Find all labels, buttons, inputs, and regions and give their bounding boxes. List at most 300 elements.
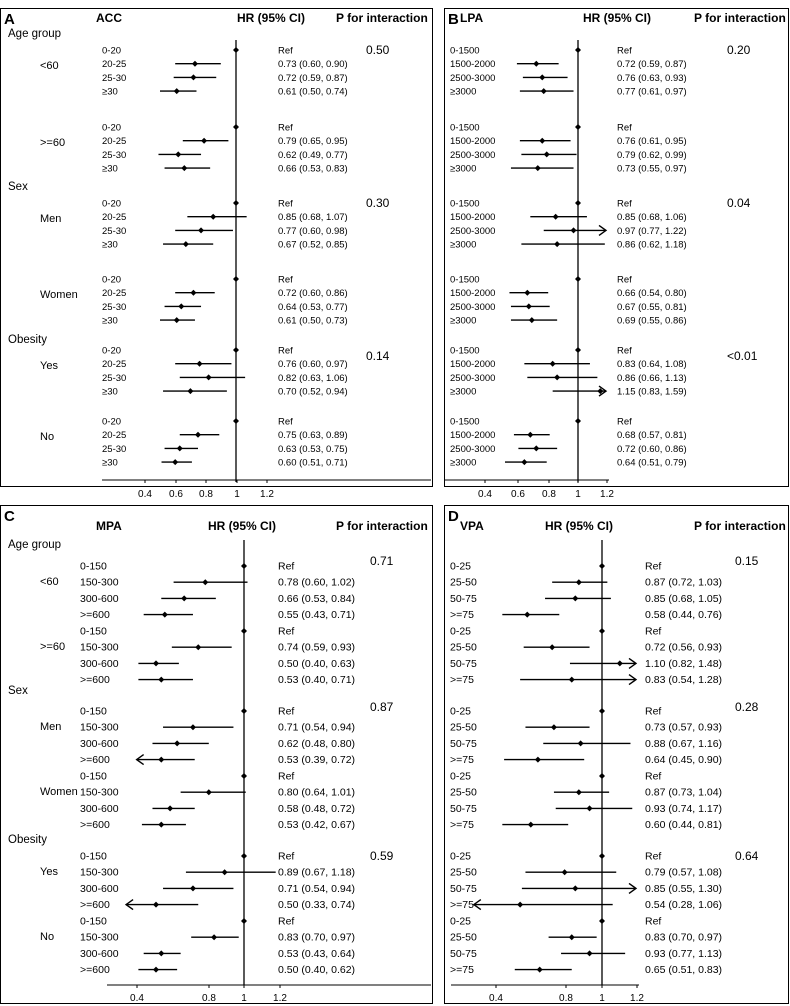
panel-d-row-0-1-2-estimate: 1.10 (0.82, 1.48) xyxy=(645,657,723,670)
panel-c-letter: C xyxy=(4,508,15,525)
panel-c-row-2-0-0-category: 0-150 xyxy=(80,850,107,863)
panel-a-row-2-1-3-estimate: 0.60 (0.51, 0.71) xyxy=(278,457,348,469)
panel-b-row-2-1-3-category: ≥3000 xyxy=(450,457,477,469)
panel-a-row-0-0-2-point xyxy=(190,74,196,80)
panel-c-row-2-0-2-category: 300-600 xyxy=(80,882,119,895)
panel-b-row-1-1-1-category: 1500-2000 xyxy=(450,288,496,300)
panel-b-row-1-0-1-point xyxy=(553,214,559,220)
panel-c-row-1-0-0-point xyxy=(241,708,247,714)
panel-d-row-2-1-2-category: 50-75 xyxy=(450,947,477,960)
panel-d-row-2-1-0-category: 0-25 xyxy=(450,915,472,928)
panel-d-row-2-1-1-category: 25-50 xyxy=(450,931,477,944)
panel-d-row-2-1-2-point xyxy=(587,950,593,956)
panel-d-row-0-0-1-category: 25-50 xyxy=(450,576,477,589)
panel-a-row-1-0-0-point xyxy=(233,200,239,206)
panel-d-row-0-1-0-point xyxy=(599,628,605,634)
panel-c-row-0-1-0-point xyxy=(241,628,247,634)
panel-c-p-value-0: 0.71 xyxy=(370,554,394,568)
panel-b-row-2-1-3-estimate: 0.64 (0.51, 0.79) xyxy=(617,457,687,469)
panel-d-row-0-1-0-estimate: Ref xyxy=(645,625,662,638)
panel-c-row-2-0-0-point xyxy=(241,853,247,859)
panel-a-row-0-1-2-point xyxy=(175,151,181,157)
panel-a-row-1-1-0-category: 0-20 xyxy=(102,274,122,286)
panel-a-tick-label-0: 0.4 xyxy=(138,489,152,500)
panel-a-row-2-1-2-category: 25-30 xyxy=(102,443,127,455)
panel-c-subgroup-label-1-0: Men xyxy=(40,721,62,733)
panel-a-row-2-0-2-estimate: 0.82 (0.63, 1.06) xyxy=(278,372,348,384)
panel-a-row-1-0-0-estimate: Ref xyxy=(278,198,293,210)
panel-a-subgroup-label-0-0: <60 xyxy=(40,60,59,72)
panel-c-row-1-0-3-estimate: 0.53 (0.39, 0.72) xyxy=(278,754,356,767)
panel-b-row-2-1-2-estimate: 0.72 (0.60, 0.86) xyxy=(617,443,687,455)
panel-a-row-1-0-0-category: 0-20 xyxy=(102,198,122,210)
panel-c-row-1-1-1-point xyxy=(206,789,212,795)
panel-c-row-2-1-1-point xyxy=(211,934,217,940)
panel-b-row-2-0-3-estimate: 1.15 (0.83, 1.59) xyxy=(617,386,687,398)
panel-c-row-1-1-2-estimate: 0.58 (0.48, 0.72) xyxy=(278,802,356,815)
panel-c-row-2-0-2-estimate: 0.71 (0.54, 0.94) xyxy=(278,882,356,895)
panel-c-row-2-0-2-point xyxy=(190,885,196,891)
panel-a-row-2-1-1-category: 20-25 xyxy=(102,430,127,442)
panel-d-frame xyxy=(445,506,789,1004)
panel-d-row-0-0-2-point xyxy=(572,595,578,601)
panel-c-exposure-label: MPA xyxy=(96,519,122,533)
panel-a-row-0-0-0-category: 0-20 xyxy=(102,45,122,57)
panel-d-row-2-0-1-estimate: 0.79 (0.57, 1.08) xyxy=(645,866,723,879)
panel-c-row-0-1-2-point xyxy=(153,660,159,666)
panel-a-row-1-1-1-category: 20-25 xyxy=(102,288,127,300)
panel-c-row-1-1-2-category: 300-600 xyxy=(80,802,119,815)
panel-d-row-1-0-3-category: >=75 xyxy=(450,754,474,767)
panel-c-subgroup-label-2-0: Yes xyxy=(40,866,58,878)
panel-c-row-2-1-2-point xyxy=(158,950,164,956)
panel-c-row-0-0-2-point xyxy=(181,595,187,601)
panel-c-row-1-1-3-point xyxy=(158,822,164,828)
panel-b-row-0-1-1-point xyxy=(539,138,545,144)
panel-c-row-2-0-3-category: >=600 xyxy=(80,899,110,912)
panel-a-row-1-0-1-estimate: 0.85 (0.68, 1.07) xyxy=(278,212,348,224)
panel-b-row-0-1-2-estimate: 0.79 (0.62, 0.99) xyxy=(617,149,687,161)
panel-d-row-1-0-1-category: 25-50 xyxy=(450,721,477,734)
panel-c-row-0-0-3-category: >=600 xyxy=(80,609,110,622)
panel-d-row-1-1-2-point xyxy=(587,805,593,811)
panel-d-row-1-0-3-estimate: 0.64 (0.45, 0.90) xyxy=(645,754,723,767)
panel-b-row-2-1-2-point xyxy=(533,445,539,451)
panel-b-row-1-1-2-category: 2500-3000 xyxy=(450,301,496,313)
panel-a-row-0-1-3-category: ≥30 xyxy=(102,163,118,175)
panel-c-row-0-0-2-estimate: 0.66 (0.53, 0.84) xyxy=(278,592,356,605)
panel-a-group-label-1: Sex xyxy=(8,181,28,193)
panel-d-row-0-1-1-point xyxy=(549,644,555,650)
panel-b-row-0-0-0-point xyxy=(575,47,581,53)
panel-a-row-0-1-1-category: 20-25 xyxy=(102,136,127,148)
panel-b-row-1-1-2-point xyxy=(526,303,532,309)
panel-c-row-0-1-0-estimate: Ref xyxy=(278,625,295,638)
panel-d-row-1-1-1-point xyxy=(576,789,582,795)
panel-d-tick-label-0: 0.4 xyxy=(489,993,503,1004)
panel-d-row-0-0-3-estimate: 0.58 (0.44, 0.76) xyxy=(645,609,723,622)
panel-a-row-1-1-2-point xyxy=(178,303,184,309)
panel-a-row-1-1-3-category: ≥30 xyxy=(102,315,118,327)
panel-d-tick-label-3: 1.2 xyxy=(630,993,644,1004)
panel-a-tick-label-2: 0.8 xyxy=(199,489,213,500)
panel-c-row-0-1-1-estimate: 0.74 (0.59, 0.93) xyxy=(278,641,356,654)
panel-a-row-2-0-2-category: 25-30 xyxy=(102,372,127,384)
panel-d-row-2-1-2-estimate: 0.93 (0.77, 1.13) xyxy=(645,947,723,960)
panel-c-subgroup-label-0-0: <60 xyxy=(40,576,59,588)
panel-a-row-1-0-1-point xyxy=(210,214,216,220)
panel-a-row-0-0-0-estimate: Ref xyxy=(278,45,293,57)
panel-b-row-1-0-3-category: ≥3000 xyxy=(450,239,477,251)
panel-d-row-0-1-3-category: >=75 xyxy=(450,674,474,687)
panel-d-row-1-1-1-estimate: 0.87 (0.73, 1.04) xyxy=(645,786,723,799)
panel-a-row-2-1-1-estimate: 0.75 (0.63, 0.89) xyxy=(278,430,348,442)
panel-b-row-2-1-0-estimate: Ref xyxy=(617,416,632,428)
panel-b-row-2-1-3-point xyxy=(521,459,527,465)
panel-a-row-0-0-1-point xyxy=(192,61,198,67)
panel-d-row-1-0-0-point xyxy=(599,708,605,714)
panel-c-group-label-2: Obesity xyxy=(8,834,47,846)
panel-d-row-2-0-0-category: 0-25 xyxy=(450,850,472,863)
panel-a-hr-header: HR (95% CI) xyxy=(237,11,306,25)
panel-d-row-0-1-0-category: 0-25 xyxy=(450,625,472,638)
panel-b-tick-label-4: 1.2 xyxy=(600,489,614,500)
panel-b-row-2-0-2-estimate: 0.86 (0.66, 1.13) xyxy=(617,372,687,384)
panel-d-row-1-1-0-category: 0-25 xyxy=(450,770,472,783)
panel-d-tick-label-1: 0.8 xyxy=(559,993,573,1004)
panel-d-row-1-1-3-point xyxy=(528,822,534,828)
panel-b-exposure-label: LPA xyxy=(460,11,484,25)
panel-d-row-1-0-2-estimate: 0.88 (0.67, 1.16) xyxy=(645,737,723,750)
panel-d-row-0-0-0-estimate: Ref xyxy=(645,560,662,573)
panel-b-tick-label-1: 0.6 xyxy=(511,489,525,500)
panel-c-row-1-0-3-point xyxy=(158,757,164,763)
panel-a-tick-label-1: 0.6 xyxy=(169,489,183,500)
panel-c-row-2-0-3-point xyxy=(153,902,159,908)
panel-c-row-1-0-0-category: 0-150 xyxy=(80,705,107,718)
panel-d-row-1-0-1-point xyxy=(551,724,557,730)
panel-d-row-0-1-3-estimate: 0.83 (0.54, 1.28) xyxy=(645,674,723,687)
panel-c-row-0-0-0-estimate: Ref xyxy=(278,560,295,573)
panel-b-row-0-0-3-category: ≥3000 xyxy=(450,86,477,98)
panel-c-subgroup-label-1-1: Women xyxy=(40,786,78,798)
panel-c-row-0-1-2-category: 300-600 xyxy=(80,657,119,670)
panel-a-row-1-0-2-point xyxy=(198,227,204,233)
panel-c-row-1-1-3-category: >=600 xyxy=(80,819,110,832)
panel-c-row-0-1-1-category: 150-300 xyxy=(80,641,119,654)
panel-c-tick-label-1: 0.8 xyxy=(202,993,216,1004)
panel-c-tick-label-2: 1 xyxy=(241,993,247,1004)
panel-d-row-0-0-0-point xyxy=(599,563,605,569)
panel-a-subgroup-label-2-1: No xyxy=(40,431,55,443)
panel-a-row-2-0-2-point xyxy=(206,374,212,380)
panel-a-row-2-0-0-point xyxy=(233,347,239,353)
panel-c-row-1-1-0-category: 0-150 xyxy=(80,770,107,783)
panel-d-row-1-1-3-category: >=75 xyxy=(450,819,474,832)
panel-a-row-0-1-1-estimate: 0.79 (0.65, 0.95) xyxy=(278,136,348,148)
panel-c-row-0-0-1-category: 150-300 xyxy=(80,576,119,589)
panel-b-p-value-2: <0.01 xyxy=(727,349,758,363)
panel-d-row-2-0-2-point xyxy=(572,885,578,891)
panel-a-row-0-1-0-estimate: Ref xyxy=(278,122,293,134)
panel-a-row-1-0-2-estimate: 0.77 (0.60, 0.98) xyxy=(278,225,348,237)
panel-c-row-2-1-0-estimate: Ref xyxy=(278,915,295,928)
panel-b-row-0-1-3-estimate: 0.73 (0.55, 0.97) xyxy=(617,163,687,175)
panel-d-row-2-1-0-estimate: Ref xyxy=(645,915,662,928)
panel-b-row-1-0-0-estimate: Ref xyxy=(617,198,632,210)
panel-a-tick-label-3: 1 xyxy=(234,489,240,500)
panel-d-row-2-0-3-category: >=75 xyxy=(450,899,474,912)
panel-c-row-2-1-3-point xyxy=(153,967,159,973)
panel-d-row-0-0-2-category: 50-75 xyxy=(450,592,477,605)
panel-c-p-value-2: 0.59 xyxy=(370,849,394,863)
panel-a-row-1-1-1-point xyxy=(190,290,196,296)
panel-a-exposure-label: ACC xyxy=(96,11,122,25)
panel-c-row-1-1-1-category: 150-300 xyxy=(80,786,119,799)
panel-b-tick-label-3: 1 xyxy=(575,489,581,500)
panel-a-row-0-0-0-point xyxy=(233,47,239,53)
panel-a-row-2-0-1-point xyxy=(197,361,203,367)
panel-a-tick-label-4: 1.2 xyxy=(260,489,274,500)
panel-d-row-1-1-0-estimate: Ref xyxy=(645,770,662,783)
panel-a-row-1-0-2-category: 25-30 xyxy=(102,225,127,237)
panel-d-hr-header: HR (95% CI) xyxy=(545,519,614,533)
panel-b-row-2-1-0-point xyxy=(575,418,581,424)
panel-c-row-2-0-1-point xyxy=(222,869,228,875)
panel-d-p-value-2: 0.64 xyxy=(735,849,759,863)
panel-a-row-0-1-3-point xyxy=(181,165,187,171)
panel-d-letter: D xyxy=(448,508,459,525)
panel-d-row-2-0-0-estimate: Ref xyxy=(645,850,662,863)
panel-d-row-1-1-2-estimate: 0.93 (0.74, 1.17) xyxy=(645,802,723,815)
panel-c-row-2-0-3-estimate: 0.50 (0.33, 0.74) xyxy=(278,899,356,912)
panel-b-row-0-1-2-category: 2500-3000 xyxy=(450,149,496,161)
panel-a-row-0-0-3-point xyxy=(174,88,180,94)
panel-a-row-2-1-0-point xyxy=(233,418,239,424)
panel-d-row-2-1-1-estimate: 0.83 (0.70, 0.97) xyxy=(645,931,723,944)
panel-c-row-0-0-3-estimate: 0.55 (0.43, 0.71) xyxy=(278,609,356,622)
panel-b-row-1-0-3-point xyxy=(554,241,560,247)
panel-d-row-2-0-1-category: 25-50 xyxy=(450,866,477,879)
panel-c-row-1-1-3-estimate: 0.53 (0.42, 0.67) xyxy=(278,819,356,832)
panel-b-row-1-1-1-point xyxy=(524,290,530,296)
panel-b-row-0-0-0-category: 0-1500 xyxy=(450,45,480,57)
panel-a-row-2-0-1-category: 20-25 xyxy=(102,359,127,371)
panel-d-exposure-label: VPA xyxy=(460,519,484,533)
panel-c-tick-label-3: 1.2 xyxy=(273,993,287,1004)
panel-b-row-2-1-0-category: 0-1500 xyxy=(450,416,480,428)
panel-c-tick-label-0: 0.4 xyxy=(130,993,144,1004)
panel-c-row-1-1-1-estimate: 0.80 (0.64, 1.01) xyxy=(278,786,356,799)
panel-c-row-2-1-3-category: >=600 xyxy=(80,964,110,977)
panel-b-row-0-0-3-point xyxy=(541,88,547,94)
panel-a-row-2-1-3-point xyxy=(172,459,178,465)
panel-c-row-0-0-0-category: 0-150 xyxy=(80,560,107,573)
panel-b-row-1-0-2-point xyxy=(571,227,577,233)
panel-a-subgroup-label-2-0: Yes xyxy=(40,360,58,372)
panel-c-row-1-0-2-point xyxy=(174,740,180,746)
panel-a-subgroup-label-0-1: >=60 xyxy=(40,137,66,149)
panel-a-row-2-0-0-category: 0-20 xyxy=(102,345,122,357)
panel-a-p-header: P for interaction xyxy=(336,11,428,25)
panel-c-row-1-0-1-estimate: 0.71 (0.54, 0.94) xyxy=(278,721,356,734)
panel-c-row-2-1-2-estimate: 0.53 (0.43, 0.64) xyxy=(278,947,356,960)
panel-b-row-1-0-1-estimate: 0.85 (0.68, 1.06) xyxy=(617,212,687,224)
panel-a-p-value-2: 0.14 xyxy=(366,349,390,363)
panel-d-row-0-0-0-category: 0-25 xyxy=(450,560,472,573)
panel-a-row-2-1-0-category: 0-20 xyxy=(102,416,122,428)
panel-a-row-2-1-0-estimate: Ref xyxy=(278,416,293,428)
panel-b-row-2-0-2-category: 2500-3000 xyxy=(450,372,496,384)
panel-d-row-1-1-3-estimate: 0.60 (0.44, 0.81) xyxy=(645,819,723,832)
panel-b-row-0-0-0-estimate: Ref xyxy=(617,45,632,57)
panel-c-row-1-0-0-estimate: Ref xyxy=(278,705,295,718)
panel-c-row-2-1-1-estimate: 0.83 (0.70, 0.97) xyxy=(278,931,356,944)
panel-d-row-0-0-1-point xyxy=(576,579,582,585)
panel-c-row-2-0-0-estimate: Ref xyxy=(278,850,295,863)
panel-d-row-1-0-2-category: 50-75 xyxy=(450,737,477,750)
panel-d-row-1-0-0-estimate: Ref xyxy=(645,705,662,718)
panel-a-group-label-2: Obesity xyxy=(8,334,47,346)
panel-c-row-1-0-1-category: 150-300 xyxy=(80,721,119,734)
panel-b-row-2-0-0-category: 0-1500 xyxy=(450,345,480,357)
panel-d-row-1-0-3-point xyxy=(535,757,541,763)
panel-a-subgroup-label-1-1: Women xyxy=(40,289,78,301)
panel-c-group-label-1: Sex xyxy=(8,685,28,697)
panel-d-row-2-0-1-point xyxy=(562,869,568,875)
panel-a-row-1-0-3-estimate: 0.67 (0.52, 0.85) xyxy=(278,239,348,251)
panel-a-row-2-0-3-category: ≥30 xyxy=(102,386,118,398)
panel-d-row-2-1-3-estimate: 0.65 (0.51, 0.83) xyxy=(645,964,723,977)
panel-b-row-0-0-1-estimate: 0.72 (0.59, 0.87) xyxy=(617,59,687,71)
panel-c-row-0-0-3-point xyxy=(162,612,168,618)
panel-a-row-0-1-0-point xyxy=(233,124,239,130)
panel-b-row-1-0-0-category: 0-1500 xyxy=(450,198,480,210)
panel-b-row-0-1-3-category: ≥3000 xyxy=(450,163,477,175)
panel-a-row-0-0-2-category: 25-30 xyxy=(102,72,127,84)
panel-c-subgroup-label-2-1: No xyxy=(40,931,55,943)
panel-d-row-0-1-1-category: 25-50 xyxy=(450,641,477,654)
panel-d-row-1-0-2-point xyxy=(578,740,584,746)
panel-b-row-2-1-2-category: 2500-3000 xyxy=(450,443,496,455)
panel-a-row-1-1-0-point xyxy=(233,276,239,282)
panel-c-row-1-1-2-point xyxy=(167,805,173,811)
panel-b-row-0-1-0-category: 0-1500 xyxy=(450,122,480,134)
panel-c-row-2-1-2-category: 300-600 xyxy=(80,947,119,960)
panel-c-group-label-0: Age group xyxy=(8,539,62,551)
panel-c-row-0-0-2-category: 300-600 xyxy=(80,592,119,605)
panel-b-row-1-0-0-point xyxy=(575,200,581,206)
panel-b-row-1-1-3-point xyxy=(529,317,535,323)
panel-a-row-0-1-3-estimate: 0.66 (0.53, 0.83) xyxy=(278,163,348,175)
panel-c-row-0-1-1-point xyxy=(195,644,201,650)
panel-b-row-1-0-3-estimate: 0.86 (0.62, 1.18) xyxy=(617,239,687,251)
panel-b-letter: B xyxy=(448,11,459,28)
panel-c-row-1-0-1-point xyxy=(190,724,196,730)
panel-d-row-2-0-3-point xyxy=(517,902,523,908)
panel-d-tick-label-2: 1 xyxy=(599,993,605,1004)
panel-b-row-0-1-0-point xyxy=(575,124,581,130)
panel-c-subgroup-label-0-1: >=60 xyxy=(40,641,66,653)
panel-d-row-2-1-3-point xyxy=(537,967,543,973)
panel-b-tick-label-0: 0.4 xyxy=(478,489,492,500)
panel-b-row-0-1-2-point xyxy=(544,151,550,157)
panel-b-row-2-0-1-estimate: 0.83 (0.64, 1.08) xyxy=(617,359,687,371)
panel-c-row-0-1-0-category: 0-150 xyxy=(80,625,107,638)
panel-c-row-2-1-0-category: 0-150 xyxy=(80,915,107,928)
panel-b-row-0-0-2-estimate: 0.76 (0.63, 0.93) xyxy=(617,72,687,84)
panel-d-row-2-1-1-point xyxy=(569,934,575,940)
panel-b-row-0-0-1-point xyxy=(533,61,539,67)
panel-a-row-1-1-2-category: 25-30 xyxy=(102,301,127,313)
panel-b-row-1-1-0-point xyxy=(575,276,581,282)
panel-b-row-2-1-1-point xyxy=(527,432,533,438)
panel-d-row-0-1-2-point xyxy=(617,660,623,666)
panel-c-row-0-1-2-estimate: 0.50 (0.40, 0.63) xyxy=(278,657,356,670)
panel-a-row-0-1-2-estimate: 0.62 (0.49, 0.77) xyxy=(278,149,348,161)
panel-a-row-2-1-1-point xyxy=(195,432,201,438)
panel-c-row-2-1-1-category: 150-300 xyxy=(80,931,119,944)
panel-d-row-1-0-1-estimate: 0.73 (0.57, 0.93) xyxy=(645,721,723,734)
panel-c-row-0-0-1-estimate: 0.78 (0.60, 1.02) xyxy=(278,576,356,589)
panel-a-row-1-1-3-estimate: 0.61 (0.50, 0.73) xyxy=(278,315,348,327)
panel-a-row-1-0-1-category: 20-25 xyxy=(102,212,127,224)
panel-b-row-2-0-0-estimate: Ref xyxy=(617,345,632,357)
panel-c-row-2-1-3-estimate: 0.50 (0.40, 0.62) xyxy=(278,964,356,977)
panel-a-row-0-0-1-estimate: 0.73 (0.60, 0.90) xyxy=(278,59,348,71)
panel-b-row-2-1-1-category: 1500-2000 xyxy=(450,430,496,442)
panel-b-p-header: P for interaction xyxy=(694,11,786,25)
panel-c-row-2-0-1-category: 150-300 xyxy=(80,866,119,879)
panel-c-hr-header: HR (95% CI) xyxy=(208,519,277,533)
panel-b-hr-header: HR (95% CI) xyxy=(583,11,652,25)
panel-c-row-2-1-0-point xyxy=(241,918,247,924)
panel-b-row-2-0-1-point xyxy=(550,361,556,367)
panel-b-row-0-0-1-category: 1500-2000 xyxy=(450,59,496,71)
panel-b-row-2-0-3-category: ≥3000 xyxy=(450,386,477,398)
panel-d-row-0-0-2-estimate: 0.85 (0.68, 1.05) xyxy=(645,592,723,605)
panel-c-row-2-0-1-estimate: 0.89 (0.67, 1.18) xyxy=(278,866,356,879)
panel-d-row-0-1-2-category: 50-75 xyxy=(450,657,477,670)
panel-d-row-2-0-2-category: 50-75 xyxy=(450,882,477,895)
panel-d-row-0-0-3-point xyxy=(524,612,530,618)
panel-d-row-1-1-2-category: 50-75 xyxy=(450,802,477,815)
panel-a-row-2-0-3-estimate: 0.70 (0.52, 0.94) xyxy=(278,386,348,398)
panel-a-p-value-0: 0.50 xyxy=(366,43,390,57)
panel-a-p-value-1: 0.30 xyxy=(366,196,390,210)
panel-d-row-2-0-0-point xyxy=(599,853,605,859)
panel-a-row-1-1-3-point xyxy=(174,317,180,323)
panel-b-row-2-0-0-point xyxy=(575,347,581,353)
panel-b-row-0-0-2-point xyxy=(539,74,545,80)
panel-b-row-0-1-1-category: 1500-2000 xyxy=(450,136,496,148)
panel-a-row-2-1-2-point xyxy=(177,445,183,451)
panel-c-p-header: P for interaction xyxy=(336,519,428,533)
panel-d-row-2-0-2-estimate: 0.85 (0.55, 1.30) xyxy=(645,882,723,895)
panel-b-row-1-1-3-category: ≥3000 xyxy=(450,315,477,327)
panel-d-p-header: P for interaction xyxy=(694,519,786,533)
panel-b-row-1-1-1-estimate: 0.66 (0.54, 0.80) xyxy=(617,288,687,300)
panel-a-row-0-1-2-category: 25-30 xyxy=(102,149,127,161)
panel-c-row-0-1-3-estimate: 0.53 (0.40, 0.71) xyxy=(278,674,356,687)
panel-a-subgroup-label-1-0: Men xyxy=(40,213,62,225)
panel-b-p-value-0: 0.20 xyxy=(727,43,751,57)
panel-b-row-2-0-1-category: 1500-2000 xyxy=(450,359,496,371)
panel-c-row-0-1-3-category: >=600 xyxy=(80,674,110,687)
panel-a-row-0-0-3-category: ≥30 xyxy=(102,86,118,98)
panel-b-row-0-1-0-estimate: Ref xyxy=(617,122,632,134)
panel-d-row-1-1-1-category: 25-50 xyxy=(450,786,477,799)
